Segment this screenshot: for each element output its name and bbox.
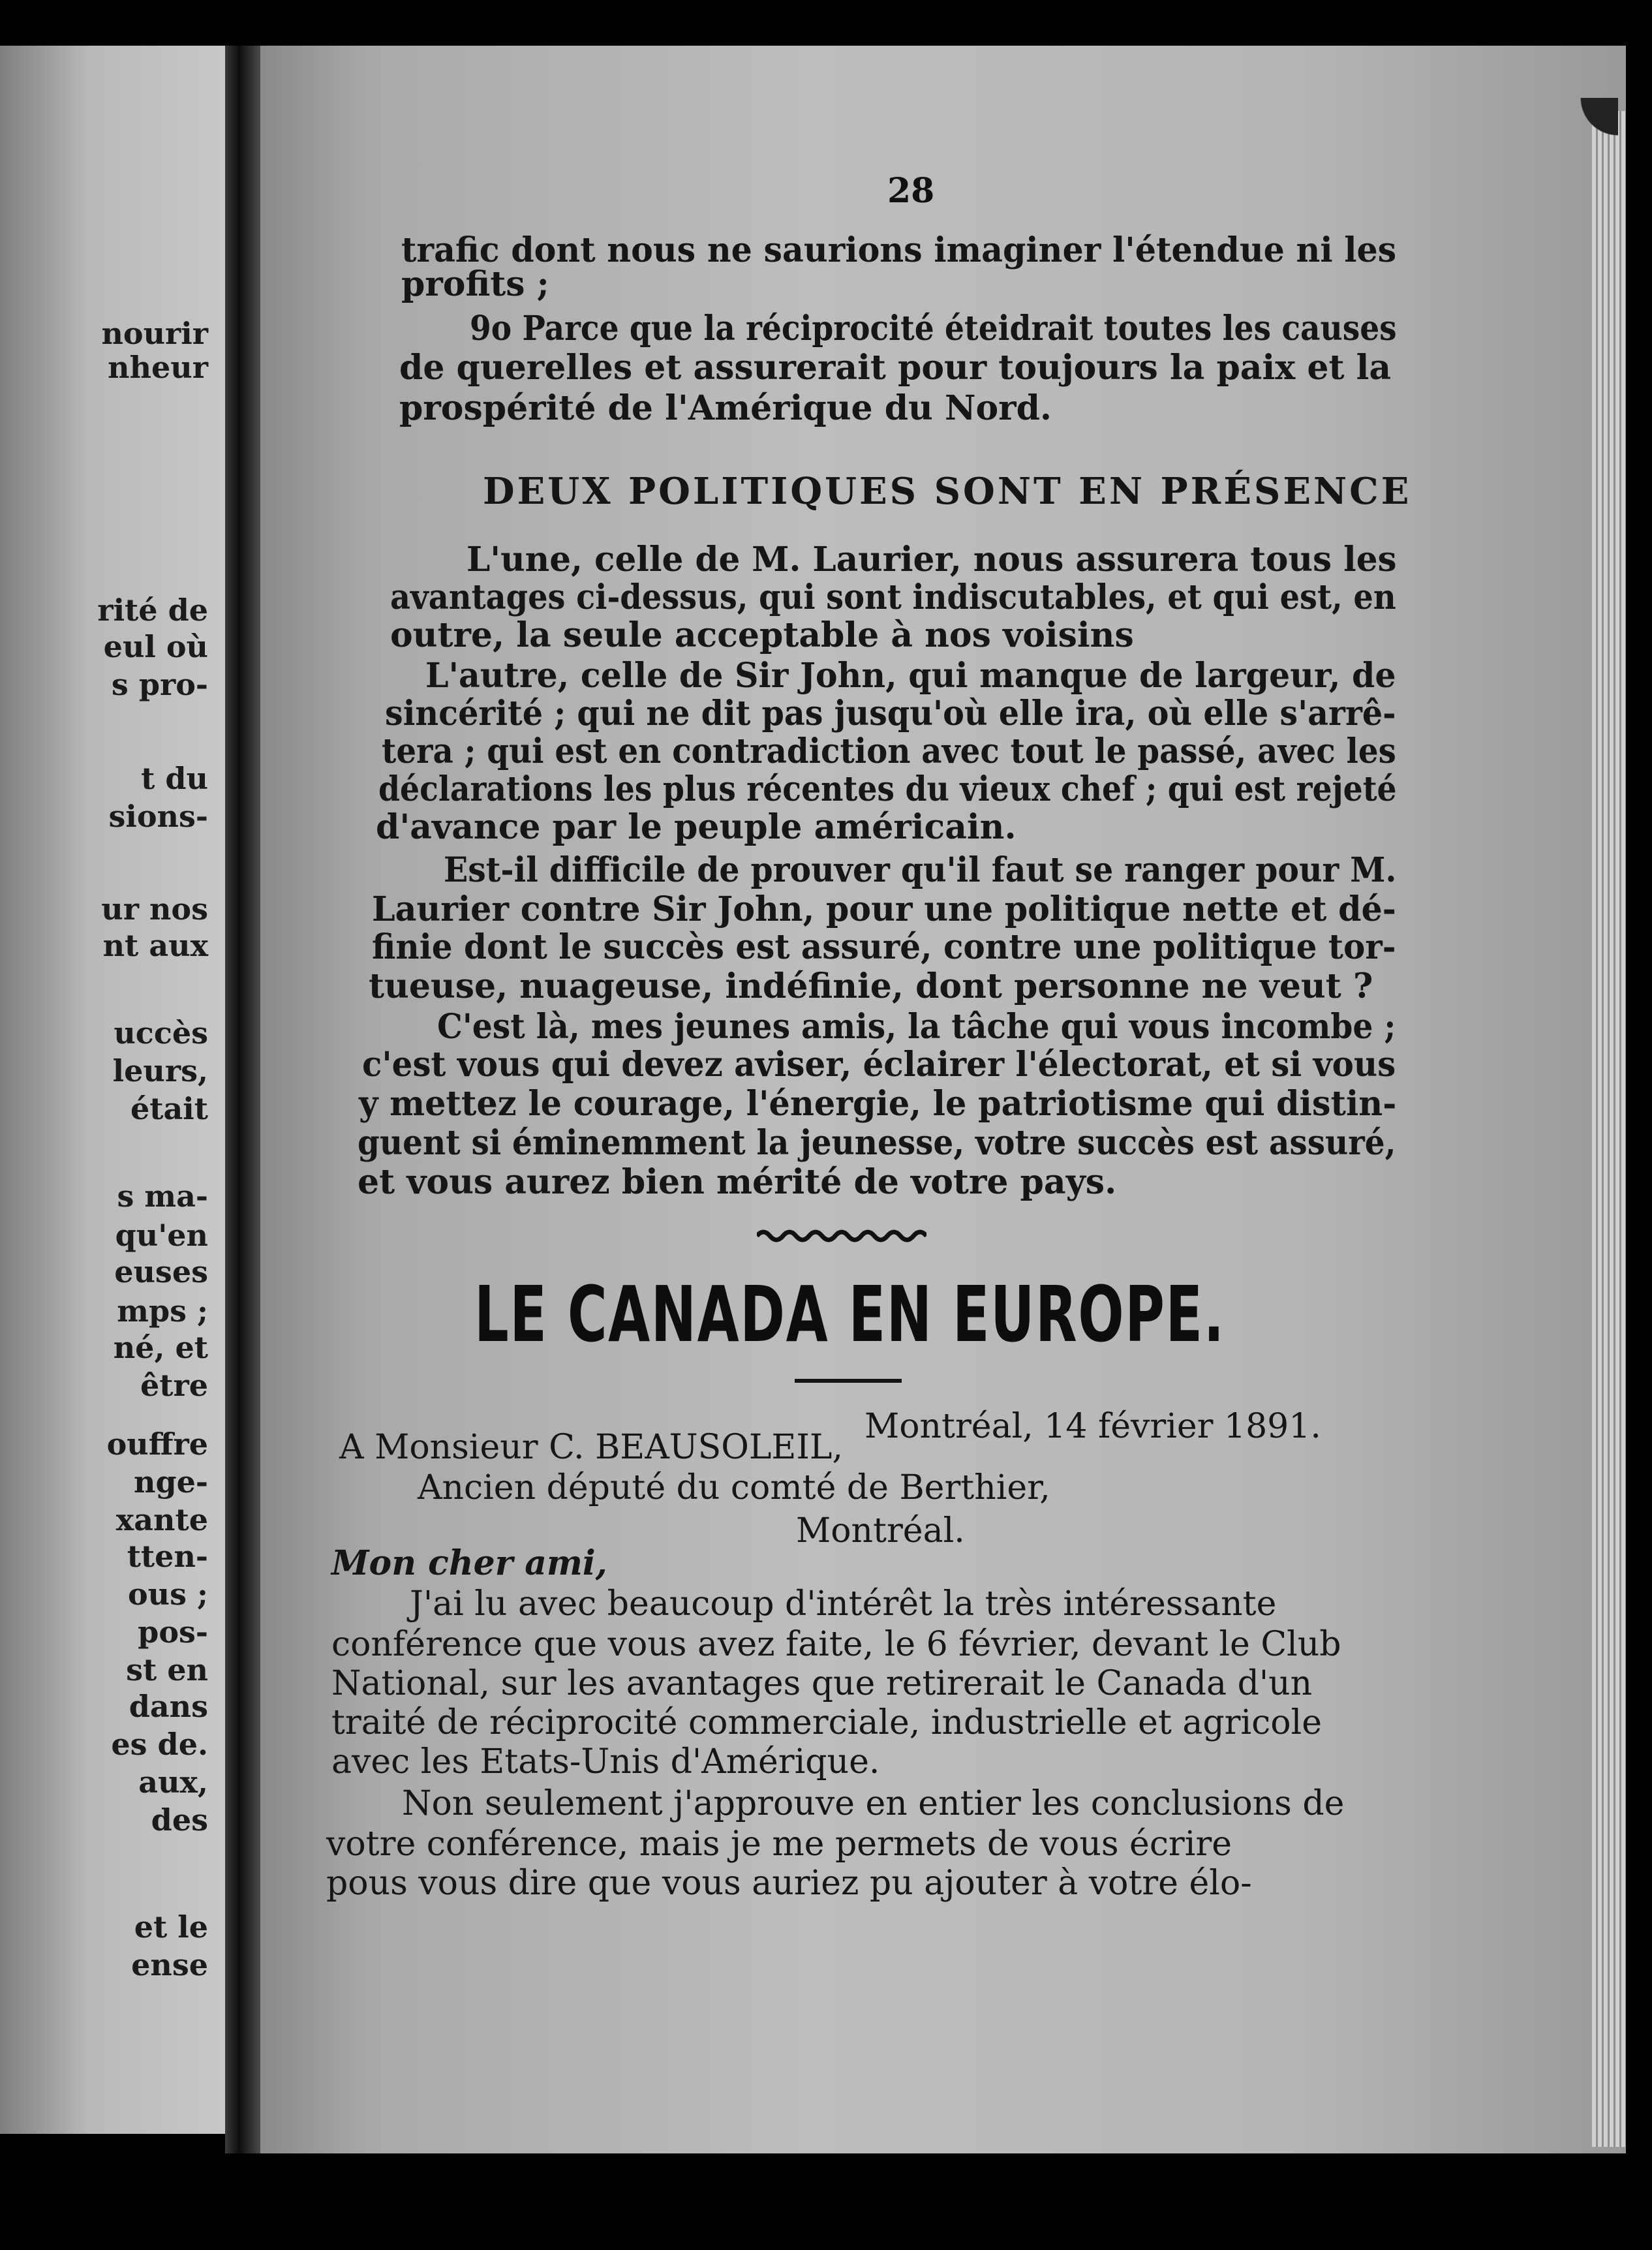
facing-page-fragment: mps ; — [117, 1293, 208, 1329]
text-line: Laurier contre Sir John, pour une politique nette et dé- — [372, 889, 1396, 929]
facing-page-fragment: euses — [114, 1254, 208, 1289]
text-line: sincérité ; qui ne dit pas jusqu'où elle ira, où elle s'arrê- — [385, 694, 1396, 733]
text-line: tueuse, nuageuse, indéfinie, dont personne ne veut ? — [369, 966, 1373, 1006]
facing-page-fragment: eul où — [103, 629, 208, 664]
text-line: pous vous dire que vous auriez pu ajouter à votre élo- — [326, 1864, 1252, 1903]
text-line: J'ai lu avec beaucoup d'intérêt la très intéressante — [410, 1584, 1277, 1624]
page-corner-shadow — [1553, 98, 1618, 163]
facing-page-fragment: tten- — [127, 1539, 208, 1574]
text-line: d'avance par le peuple américain. — [376, 807, 1017, 847]
text-line: Non seulement j'approuve en entier les conclusions de — [402, 1784, 1345, 1823]
text-line: prospérité de l'Amérique du Nord. — [399, 388, 1052, 428]
letter-address-line: Montréal. — [796, 1511, 965, 1550]
letter-address-line: Ancien député du comté de Berthier, — [418, 1468, 1050, 1507]
title-rule — [795, 1379, 902, 1383]
text-line: y mettez le courage, l'énergie, le patriotisme qui distin- — [359, 1084, 1397, 1124]
facing-page-fragment: des — [151, 1802, 208, 1838]
facing-page-fragment: es de. — [111, 1727, 208, 1762]
facing-page-fragment: nge- — [134, 1464, 208, 1500]
facing-page-fragment: dans — [129, 1689, 208, 1724]
facing-page-fragment: qu'en — [115, 1218, 208, 1253]
text-line: C'est là, mes jeunes amis, la tâche qui vous incombe ; — [437, 1007, 1396, 1047]
facing-page-fragment: ouffre — [106, 1426, 208, 1462]
text-line: traité de réciprocité commerciale, industrielle et agricole — [331, 1703, 1322, 1742]
letter-salutation: Mon cher ami, — [331, 1543, 607, 1583]
facing-page-fragment: être — [140, 1368, 208, 1403]
facing-page-fragment: nourir — [101, 316, 208, 351]
text-line: profits ; — [401, 264, 549, 304]
text-line: conférence que vous avez faite, le 6 février, devant le Club — [331, 1625, 1341, 1664]
facing-page-fragment: st en — [126, 1652, 208, 1688]
facing-page-fragment: ous ; — [127, 1577, 208, 1612]
facing-page-fragment: et le — [134, 1909, 208, 1945]
text-line: de querelles et assurerait pour toujours la paix et la — [399, 348, 1392, 388]
facing-page-fragment: uccès — [114, 1015, 208, 1051]
page-number: 28 — [887, 171, 935, 211]
facing-page-fragment: ense — [131, 1947, 208, 1982]
text-line: finie dont le succès est assuré, contre une politique tor- — [372, 927, 1396, 967]
letter-address-line: A Monsieur C. BEAUSOLEIL, — [339, 1428, 843, 1467]
section-heading: DEUX POLITIQUES SONT EN PRÉSENCE — [483, 470, 1412, 513]
wavy-divider — [757, 1227, 926, 1245]
text-line: trafic dont nous ne saurions imaginer l'étendue ni les — [401, 230, 1397, 270]
book-gutter — [225, 46, 260, 2153]
facing-page-fragment: s pro- — [111, 667, 208, 702]
facing-page-fragment: ur nos — [101, 891, 208, 927]
letter-date: Montréal, 14 février 1891. — [864, 1407, 1321, 1446]
text-line: c'est vous qui devez aviser, éclairer l'électorat, et si vous — [362, 1045, 1396, 1085]
facing-page-fragment: aux, — [138, 1765, 208, 1800]
facing-page-fragment: leurs, — [112, 1053, 208, 1088]
text-line: déclarations les plus récentes du vieux chef ; qui est rejeté — [378, 769, 1397, 809]
text-line: outre, la seule acceptable à nos voisins — [390, 615, 1134, 655]
facing-page-fragment: pos- — [138, 1614, 208, 1650]
facing-page-fragment: sions- — [108, 799, 208, 834]
text-line: avec les Etats-Unis d'Amérique. — [331, 1742, 880, 1781]
text-line: 9o Parce que la réciprocité éteidrait toutes les causes — [470, 309, 1397, 348]
text-line: National, sur les avantages que retirerait le Canada d'un — [331, 1664, 1313, 1703]
text-line: L'une, celle de M. Laurier, nous assurera tous les — [467, 540, 1397, 579]
article-title: LE CANADA EN EUROPE. — [474, 1269, 1225, 1359]
text-line: avantages ci-dessus, qui sont indiscutables, et qui est, en — [390, 578, 1396, 617]
facing-page-fragment: nt aux — [102, 928, 208, 963]
facing-page — [0, 46, 225, 2134]
text-line: Est-il difficile de prouver qu'il faut se ranger pour M. — [444, 850, 1397, 890]
facing-page-fragment: xante — [115, 1502, 208, 1537]
facing-page-fragment: né, et — [113, 1330, 208, 1365]
page-edges — [1592, 111, 1626, 2147]
text-line: et vous aurez bien mérité de votre pays. — [358, 1162, 1117, 1202]
text-line: votre conférence, mais je me permets de vous écrire — [326, 1825, 1232, 1864]
facing-page-fragment: t du — [141, 761, 208, 796]
text-line: guent si éminemment la jeunesse, votre succès est assuré, — [358, 1123, 1396, 1163]
facing-page-fragment: s ma- — [117, 1179, 208, 1214]
facing-page-fragment: nheur — [108, 350, 208, 385]
text-line: L'autre, celle de Sir John, qui manque de largeur, de — [425, 656, 1396, 696]
text-line: tera ; qui est en contradiction avec tout le passé, avec les — [382, 732, 1396, 771]
facing-page-fragment: était — [130, 1091, 208, 1126]
facing-page-fragment: rité de — [97, 593, 208, 628]
